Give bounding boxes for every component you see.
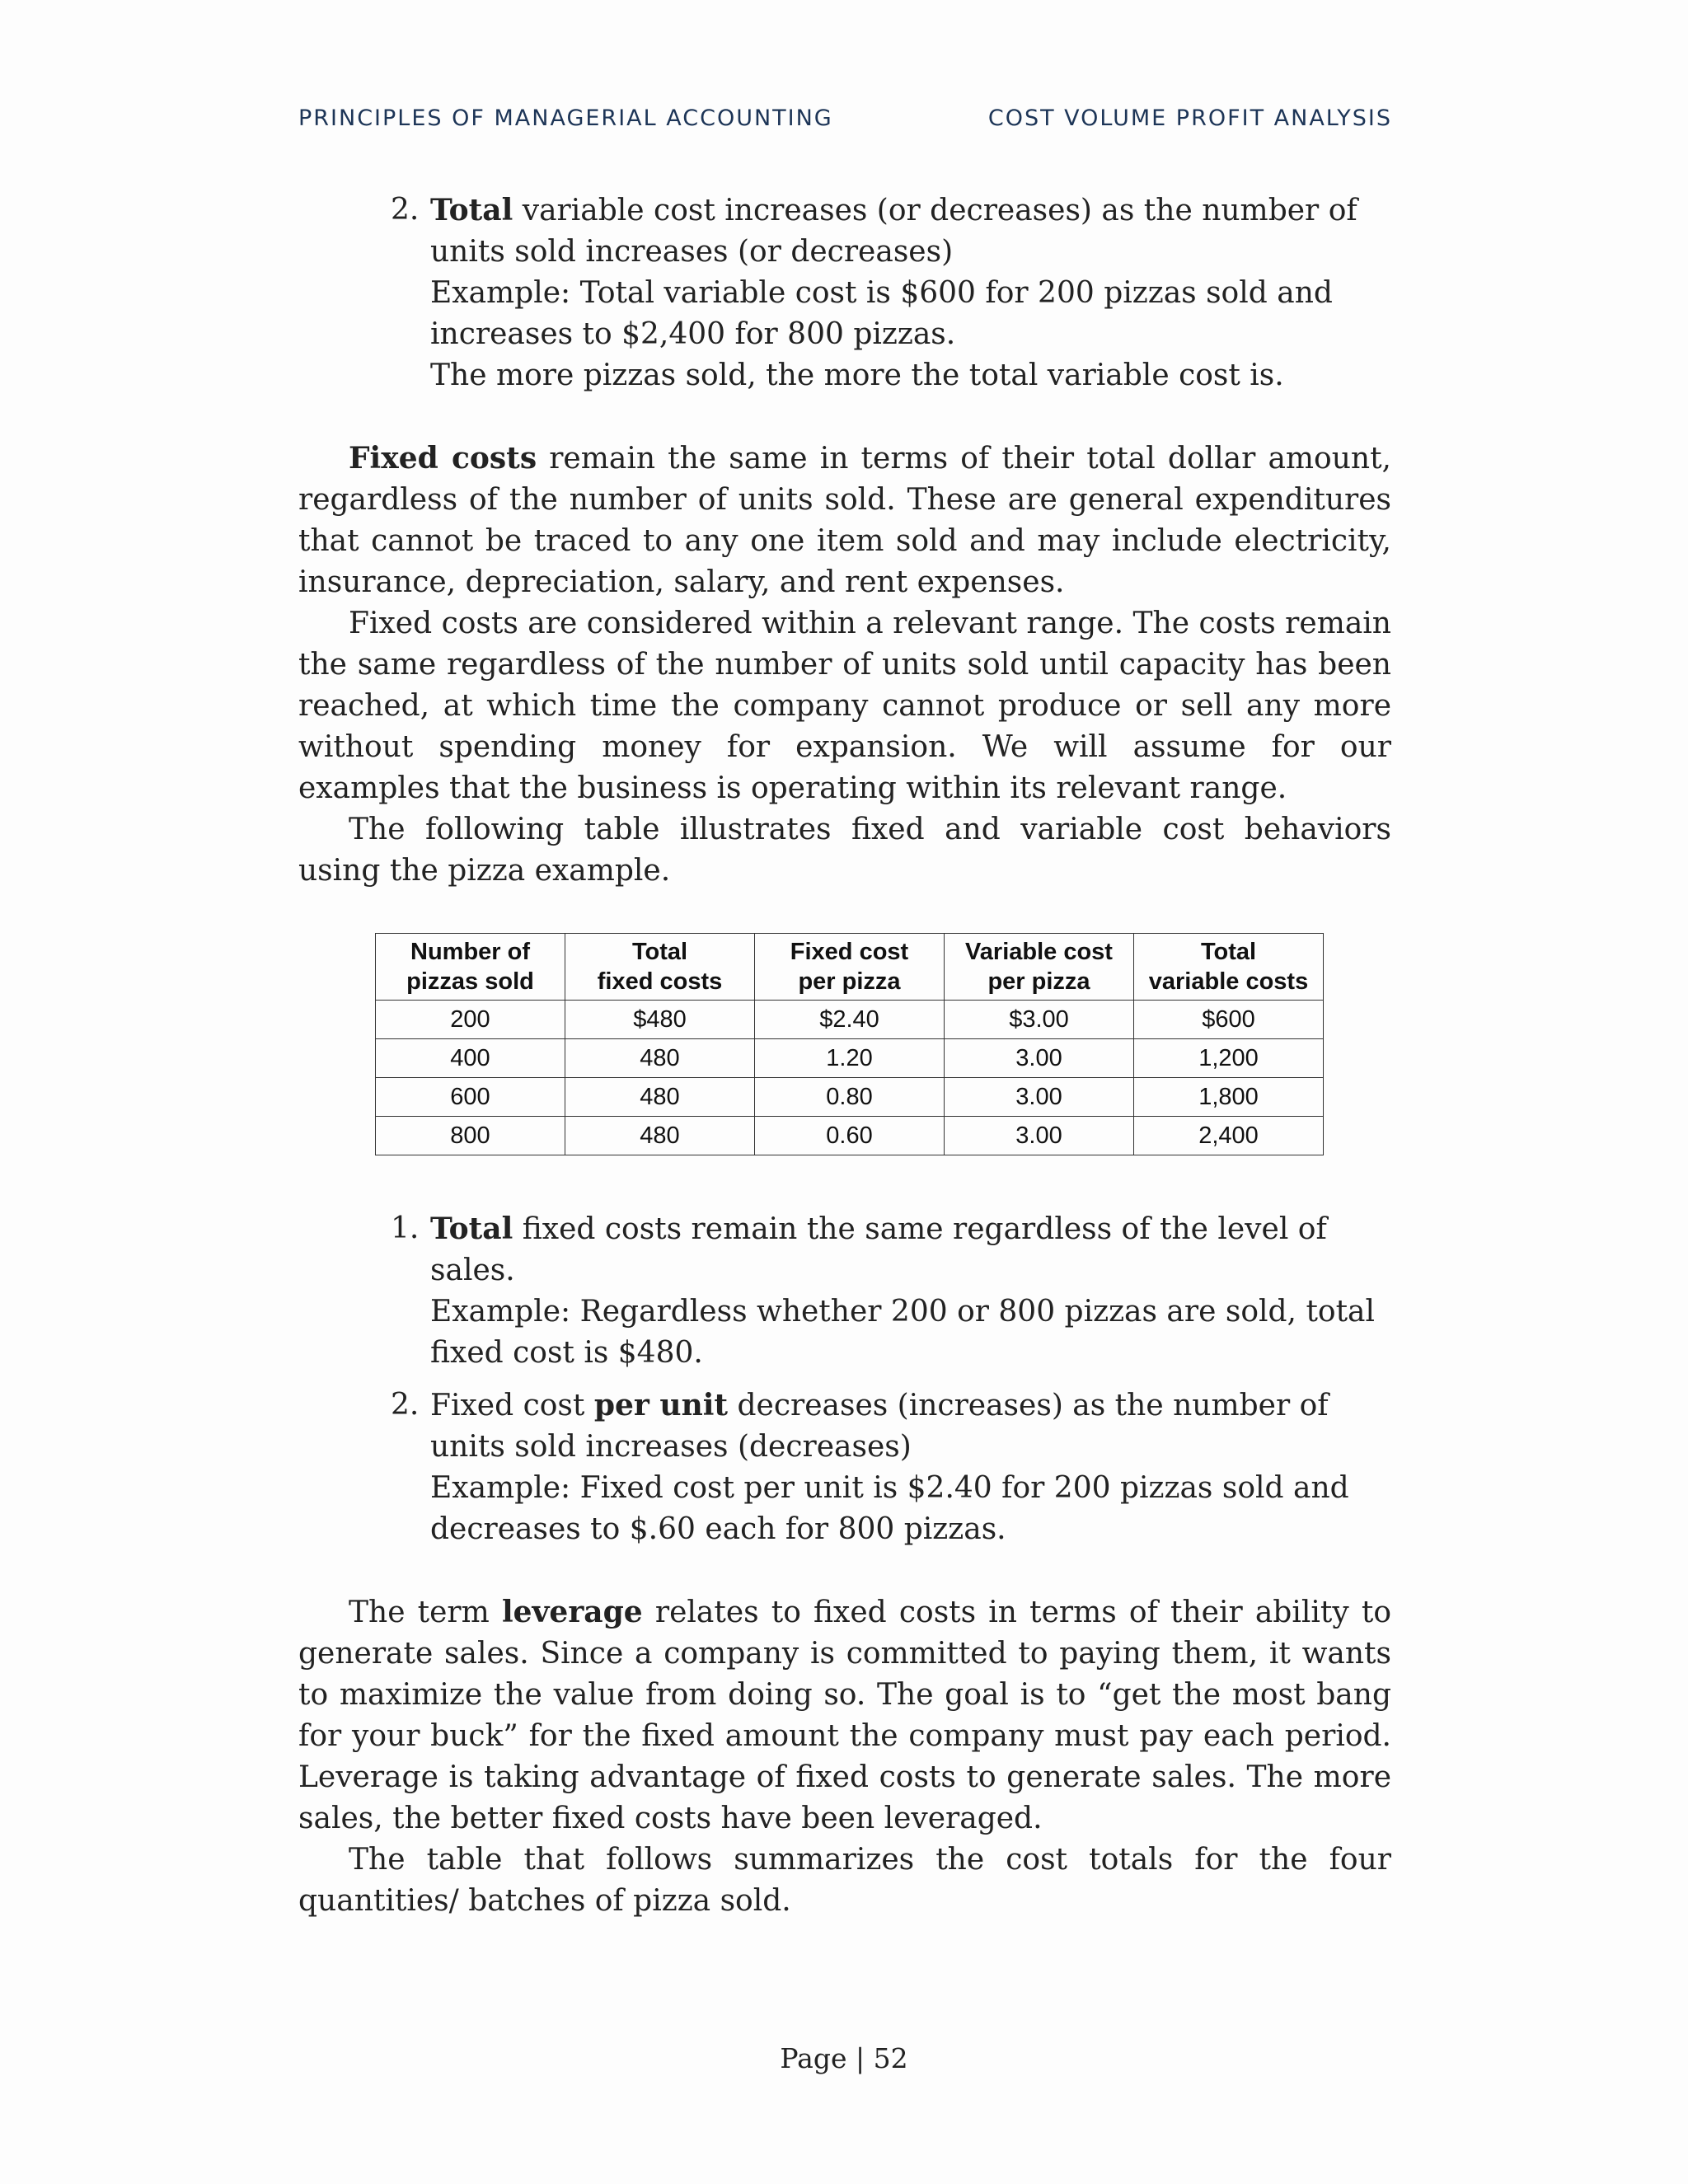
list-item-total-variable (298, 190, 1391, 396)
bold-term: Fixed costs (349, 441, 537, 476)
list-number: 2. (391, 1388, 420, 1422)
list-item-example: Example: Regardless whether 200 or 800 pizzas are sold, total fixed cost is $480. (430, 1295, 1376, 1370)
table-cell: 3.00 (945, 1117, 1134, 1155)
bold-term: Total (430, 193, 513, 227)
table-cell: 400 (376, 1039, 565, 1078)
list-item-example: Example: Fixed cost per unit is $2.40 for 200 pizzas sold and decreases to $.60 each for 800 pizzas. (430, 1471, 1349, 1546)
table-cell: 1.20 (755, 1039, 945, 1078)
table-cell: 600 (376, 1078, 565, 1117)
table-cell: 200 (376, 1001, 565, 1039)
table-cell: 480 (565, 1078, 755, 1117)
page-body (298, 190, 1391, 1922)
list-number: 2. (391, 193, 420, 227)
summary-intro-paragraph: The table that follows summarizes the cost totals for the four quantities/ batches of pizza sold. (298, 1843, 1391, 1918)
table-cell: 3.00 (945, 1078, 1134, 1117)
table-cell: 2,400 (1134, 1117, 1324, 1155)
list-number: 1. (391, 1212, 420, 1245)
list-item-note: The more pizzas sold, the more the total variable cost is. (430, 359, 1284, 392)
table-header-cell: Total fixed costs (565, 934, 755, 1001)
table-cell: 0.80 (755, 1078, 945, 1117)
fixed-costs-paragraph: Fixed costs remain the same in terms of their total dollar amount, regardless of the number of units sold. These are general expenditures that cannot be traced to any one item sold and may include electricity, insurance, depreciation, salary, and rent expenses. (298, 441, 1392, 599)
table-row (376, 1001, 1324, 1039)
table-header-cell: Total variable costs (1134, 934, 1324, 1001)
table-cell: 0.60 (755, 1117, 945, 1155)
table-header-cell: Variable cost per pizza (945, 934, 1134, 1001)
table-row (376, 1117, 1324, 1155)
table-cell: $3.00 (945, 1001, 1134, 1039)
bold-term: Total (430, 1212, 513, 1246)
running-header-left: PRINCIPLES OF MANAGERIAL ACCOUNTING (298, 105, 833, 131)
table-cell: 1,200 (1134, 1039, 1324, 1078)
table-cell: $600 (1134, 1001, 1324, 1039)
table-row (376, 1039, 1324, 1078)
table-cell: $2.40 (755, 1001, 945, 1039)
list-item-text: Total variable cost increases (or decreases) as the number of units sold increases (or decreases) (430, 193, 1357, 269)
page-number: Page | 52 (780, 2042, 908, 2074)
bold-term: per unit (593, 1388, 729, 1422)
table-cell: 1,800 (1134, 1078, 1324, 1117)
table-header-cell: Fixed cost per pizza (755, 934, 945, 1001)
running-header-right: COST VOLUME PROFIT ANALYSIS (987, 105, 1392, 131)
table-cell: 800 (376, 1117, 565, 1155)
table-cell: $480 (565, 1001, 755, 1039)
table-cell: 480 (565, 1039, 755, 1078)
table-intro-paragraph: The following table illustrates fixed and variable cost behaviors using the pizza example. (298, 813, 1391, 888)
list-item-fixed-per-unit (298, 1385, 1391, 1550)
table-header-row (376, 934, 1324, 1001)
table-row (376, 1078, 1324, 1117)
bold-term: leverage (501, 1595, 643, 1629)
leverage-paragraph: The term leverage relates to fixed costs in terms of their ability to generate sales. Since a company is committed to paying them, it wants to maximize the value from doing so. The goal is to “get the most bang for your buck” for the fixed amount the company must pay each period. Leverage is taking advantage of fixed costs to generate sales. The more sales, the better fixed costs have been leveraged. (298, 1595, 1391, 1835)
list-item-example: Example: Total variable cost is $600 for 200 pizzas sold and increases to $2,400 for 800 pizzas. (430, 276, 1333, 351)
list-item-text: Total fixed costs remain the same regardless of the level of sales. (430, 1212, 1327, 1287)
table-header-cell: Number of pizzas sold (376, 934, 565, 1001)
list-item-text: Fixed cost per unit decreases (increases) as the number of units sold increases (decreases) (430, 1388, 1329, 1464)
table-cell: 3.00 (945, 1039, 1134, 1078)
table-cell: 480 (565, 1117, 755, 1155)
relevant-range-paragraph: Fixed costs are considered within a relevant range. The costs remain the same regardless of the number of units sold until capacity has been reached, at which time the company cannot produce or sell any more without spending money for expansion. We will assume for our examples that the business is operating within its relevant range. (298, 607, 1391, 805)
cost-behavior-table (375, 933, 1324, 1155)
list-item-total-fixed (298, 1208, 1391, 1374)
